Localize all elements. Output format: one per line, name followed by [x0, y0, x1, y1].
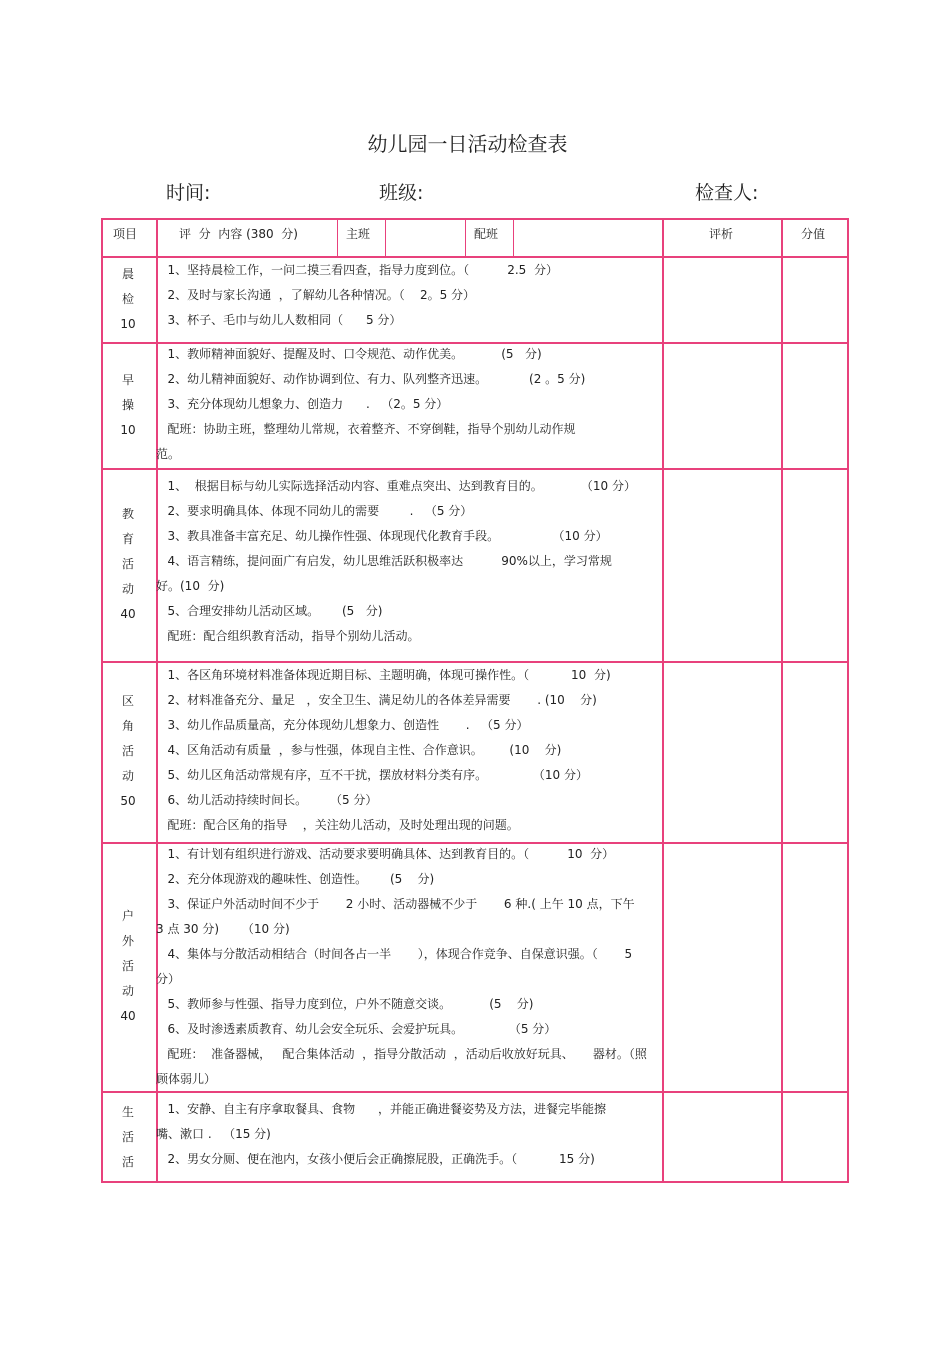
section-category-char: 活 [121, 1130, 134, 1144]
section-category-char: 动 [121, 769, 134, 783]
criteria-line: 配班：配合组织教育活动，指导个别幼儿活动。 [156, 629, 420, 643]
row-border [101, 1181, 849, 1183]
section-category-char: 40 [120, 1009, 136, 1023]
criteria-line: 分） [156, 972, 181, 986]
criteria-line: 3、幼儿作品质量高，充分体现幼儿想象力、创造性 . （5 分） [156, 718, 529, 732]
criteria-line: 2、幼儿精神面貌好、动作协调到位、有力、队列整齐迅速。 (2 。5 分) [156, 372, 586, 386]
column-border [662, 218, 664, 1183]
section-category-char: 50 [120, 794, 136, 808]
page-title: 幼儿园一日活动检查表 [367, 132, 568, 156]
header-review: 评析 [709, 227, 734, 241]
criteria-line: 1、各区角环境材料准备体现近期目标、主题明确，体现可操作性。（ 10 分) [156, 668, 611, 682]
criteria-line: 5、教师参与性强、指导力度到位，户外不随意交谈。 (5 分) [156, 997, 534, 1011]
section-category-char: 生 [121, 1105, 134, 1119]
inspection-table [101, 218, 849, 1183]
class-label: 班级: [379, 182, 424, 204]
header-content: 评 分 内容 (380 分) [179, 227, 298, 241]
column-border [781, 218, 783, 1183]
time-label: 时间: [166, 182, 211, 204]
criteria-line: 2、充分体现游戏的趣味性、创造性。 (5 分) [156, 872, 435, 886]
section-category-char: 10 [120, 423, 136, 437]
criteria-line: 5、幼儿区角活动常规有序，互不干扰，摆放材料分类有序。 （10 分） [156, 768, 588, 782]
criteria-line: 3、保证户外活动时间不少于 2 小时、活动器械不少于 6 种.( 上午 10 点，下午 [156, 897, 635, 911]
header-assist-class: 配班 [474, 227, 499, 241]
criteria-line: 1、有计划有组织进行游戏、活动要求要明确具体、达到教育目的。（ 10 分） [156, 847, 615, 861]
header-score: 分值 [801, 227, 826, 241]
section-category-char: 活 [121, 959, 134, 973]
section-category-char: 活 [121, 744, 134, 758]
section-category-char: 角 [121, 719, 134, 733]
criteria-line: 1、 根据目标与幼儿实际选择活动内容、重难点突出、达到教育目的。 （10 分） [156, 479, 636, 493]
section-category-char: 动 [121, 582, 134, 596]
section-category-char: 育 [121, 532, 134, 546]
section-category-char: 检 [121, 292, 134, 306]
column-border [847, 218, 849, 1183]
header-column-border [513, 218, 514, 256]
section-category-char: 外 [121, 934, 134, 948]
criteria-line: 2、材料准备充分、量足 ，安全卫生、满足幼儿的各体差异需要 . (10 分) [156, 693, 597, 707]
criteria-line: 顾体弱儿） [156, 1072, 217, 1086]
criteria-line: 配班： 准备器械， 配合集体活动 ，指导分散活动 ，活动后收放好玩具、 器材。（照 [156, 1047, 647, 1061]
criteria-line: 嘴、漱口 . （15 分) [156, 1127, 271, 1141]
criteria-line: 1、坚持晨检工作，一问二摸三看四查，指导力度到位。（ 2.5 分） [156, 263, 558, 277]
criteria-line: 1、教师精神面貌好、提醒及时、口令规范、动作优美。 (5 分) [156, 347, 542, 361]
criteria-line: 3 点 30 分) （10 分) [156, 922, 290, 936]
criteria-line: 2、男女分厕、便在池内，女孩小便后会正确擦屁股，正确洗手。（ 15 分) [156, 1152, 595, 1166]
inspector-label: 检查人: [695, 182, 759, 204]
row-border [101, 218, 849, 220]
criteria-line: 4、区角活动有质量 ，参与性强，体现自主性、合作意识。 (10 分) [156, 743, 562, 757]
header-main-class: 主班 [346, 227, 371, 241]
section-category-char: 动 [121, 984, 134, 998]
criteria-line: 3、教具准备丰富充足、幼儿操作性强、体现现代化教育手段。 （10 分） [156, 529, 608, 543]
criteria-line: 6、及时渗透素质教育、幼儿会安全玩乐、会爱护玩具。 （5 分） [156, 1022, 557, 1036]
section-category-char: 晨 [121, 267, 134, 281]
header-column-border [337, 218, 338, 256]
section-category-char: 10 [120, 317, 136, 331]
criteria-line: 2、要求明确具体、体现不同幼儿的需要 . （5 分） [156, 504, 473, 518]
section-category-char: 户 [121, 909, 134, 923]
section-category-char: 活 [121, 1155, 134, 1169]
section-category-char: 教 [121, 507, 134, 521]
row-border [101, 468, 849, 470]
criteria-line: 6、幼儿活动持续时间长。 （5 分） [156, 793, 378, 807]
criteria-line: 4、集体与分散活动相结合（时间各占一半 ），体现合作竞争、自保意识强。（ 5 [156, 947, 633, 961]
section-category-char: 活 [121, 557, 134, 571]
criteria-line: 范。 [156, 447, 181, 461]
criteria-line: 2、及时与家长沟通 ，了解幼儿各种情况。（ 2。5 分） [156, 288, 476, 302]
criteria-line: 1、安静、自主有序拿取餐具、食物 ，并能正确进餐姿势及方法，进餐完毕能擦 [156, 1102, 606, 1116]
section-category-char: 操 [121, 398, 134, 412]
section-category-char: 区 [121, 694, 134, 708]
criteria-line: 3、充分体现幼儿想象力、创造力 . （2。5 分） [156, 397, 449, 411]
section-category-char: 早 [121, 373, 134, 387]
criteria-line: 4、语言精练，提问面广有启发，幼儿思维活跃积极率达 90%以上，学习常规 [156, 554, 612, 568]
header-column-border [385, 218, 386, 256]
criteria-line: 好。(10 分) [156, 579, 225, 593]
criteria-line: 配班：配合区角的指导 ，关注幼儿活动，及时处理出现的问题。 [156, 818, 519, 832]
criteria-line: 配班：协助主班，整理幼儿常规，衣着整齐、不穿倒鞋，指导个别幼儿动作规 [156, 422, 576, 436]
criteria-line: 3、杯子、毛巾与幼儿人数相同（ 5 分） [156, 313, 402, 327]
header-column-border [465, 218, 466, 256]
criteria-line: 5、合理安排幼儿活动区域。 (5 分) [156, 604, 383, 618]
header-item: 项目 [113, 227, 138, 241]
section-category-char: 40 [120, 607, 136, 621]
